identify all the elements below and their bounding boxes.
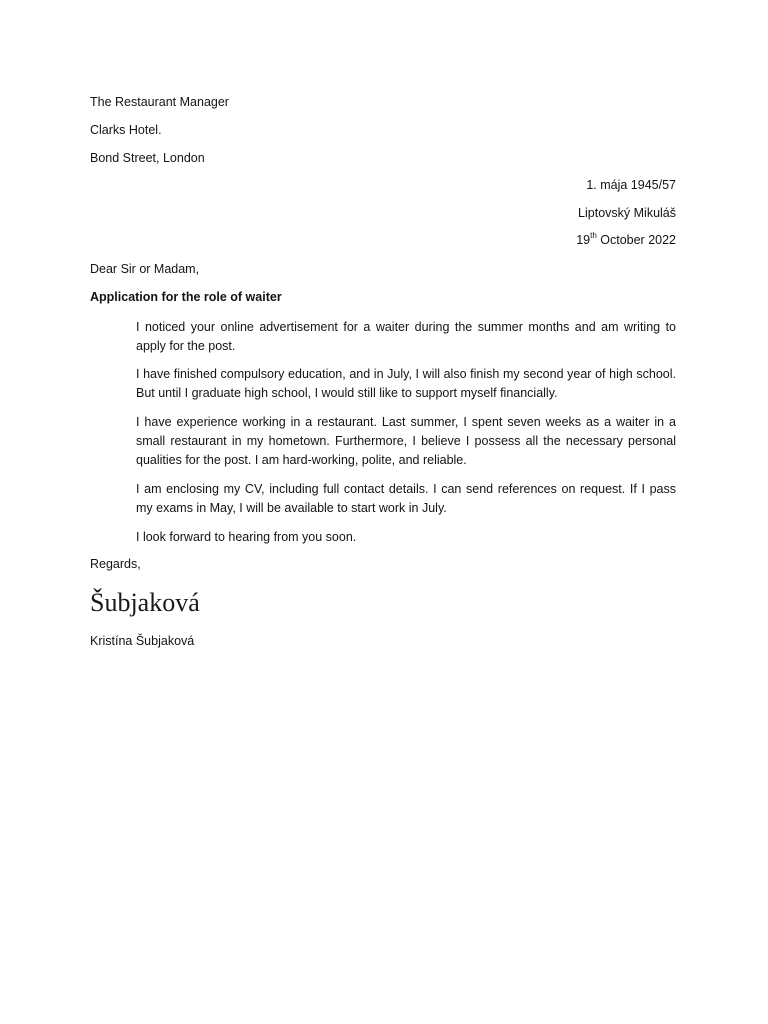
date-suffix: th (590, 231, 597, 240)
letter-date (576, 233, 676, 247)
sender-street: 1. mája 1945/57 (586, 178, 676, 192)
salutation: Dear Sir or Madam, (90, 262, 200, 276)
sender-city: Liptovský Mikuláš (578, 206, 676, 220)
body-paragraph-2: I have finished compulsory education, and in July, I will also finish my second year of high school. But until I graduate high school, I would still like to support myself financially. (136, 367, 676, 400)
recipient-line-2: Clarks Hotel. (90, 123, 162, 137)
body-paragraph-5: I look forward to hearing from you soon. (136, 530, 357, 544)
signer-name: Kristína Šubjaková (90, 634, 195, 648)
closing: Regards, (90, 557, 141, 571)
body-paragraph-3: I have experience working in a restaurant. Last summer, I spent seven weeks as a waiter in a small restaurant in my hometown. Furthermore, I believe I possess all the necessary personal qualities for the post. I am hard-working, polite, and reliable. (136, 415, 676, 467)
body-paragraph-1: I noticed your online advertisement for a waiter during the summer months and am writing to apply for the post. (136, 320, 676, 353)
date-rest: October 2022 (596, 233, 676, 247)
recipient-line-3: Bond Street, London (90, 151, 205, 165)
body-paragraph-4: I am enclosing my CV, including full contact details. I can send references on request. If I pass my exams in May, I will be available to start work in July. (136, 482, 676, 515)
date-day: 19 (576, 233, 591, 247)
recipient-line-1: The Restaurant Manager (90, 95, 229, 109)
subject-line: Application for the role of waiter (90, 290, 282, 304)
handwritten-signature: Šubjaková (90, 588, 200, 617)
